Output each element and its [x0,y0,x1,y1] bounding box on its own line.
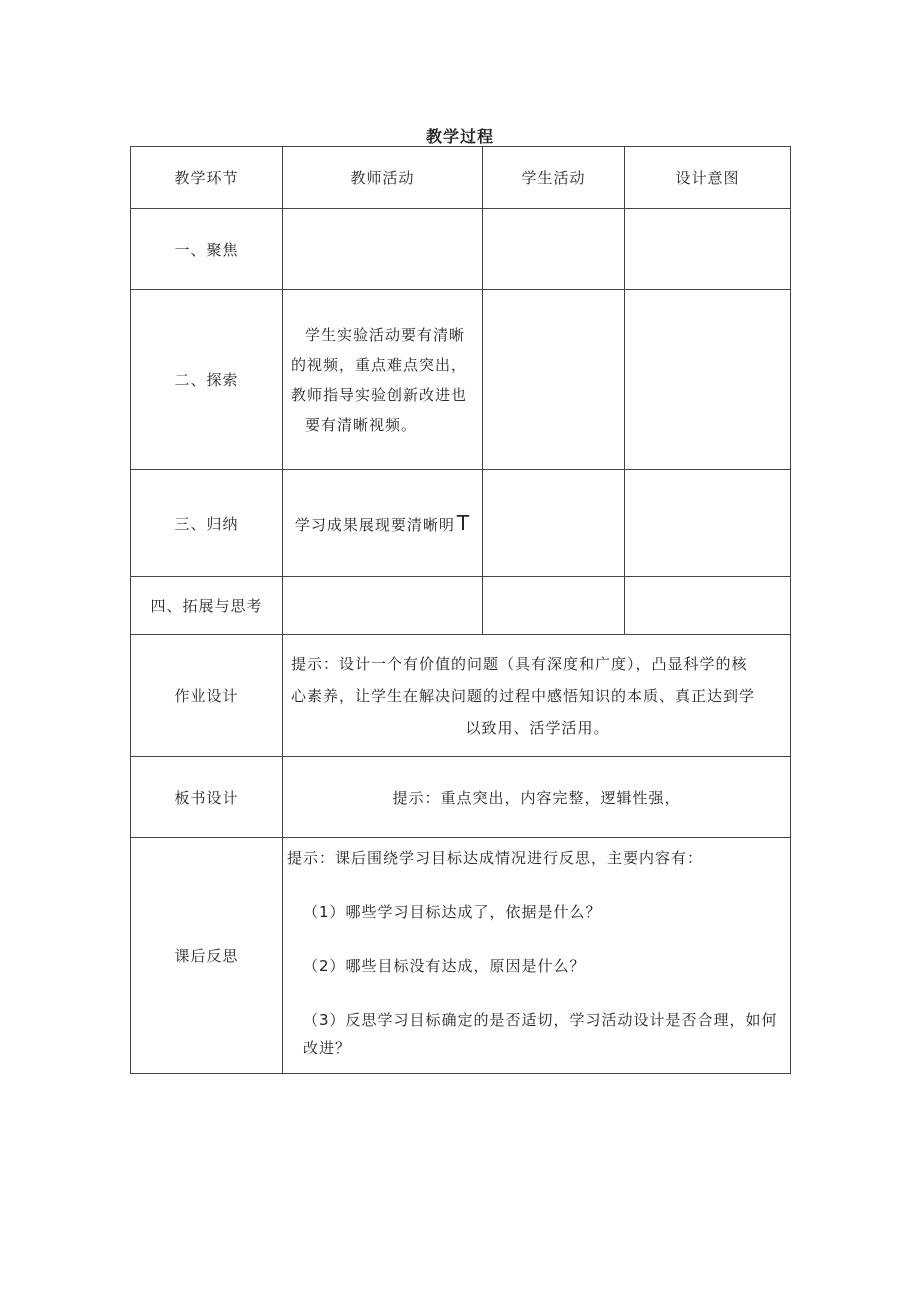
reflection-q2: （2）哪些目标没有达成，原因是什么？ [303,957,586,975]
table-row-board [131,757,791,838]
cell-focus-student [483,209,625,290]
stage-summary: 三、归纳 [131,470,283,577]
header-stage: 教学环节 [131,147,283,209]
homework-line-3: 以致用、活学活用。 [465,718,610,737]
explore-teacher-line-1: 学生实验活动要有清晰 [305,325,466,344]
table-row-summary [131,470,791,577]
summary-teacher-text: 学习成果展现要清晰明 [294,516,455,534]
cell-reflection [283,838,791,1074]
label-reflection: 课后反思 [131,838,283,1074]
header-student-activity: 学生活动 [483,147,625,209]
reflection-q1: （1）哪些学习目标达成了，依据是什么？ [303,903,602,921]
cell-explore-intent [625,290,791,470]
cell-extend-intent [625,577,791,635]
cell-summary-teacher [283,470,483,577]
cell-summary-student [483,470,625,577]
cell-explore-student [483,290,625,470]
cell-board: 提示：重点突出，内容完整，逻辑性强， [283,757,791,838]
table-row-focus [131,209,791,290]
cell-extend-teacher [283,577,483,635]
cell-homework [283,635,791,757]
page-title: 教学过程 [425,127,494,146]
homework-line-1: 提示：设计一个有价值的问题（具有深度和广度），凸显科学的核 [291,654,748,673]
table-row-homework [131,635,791,757]
cell-summary-intent [625,470,791,577]
stage-explore: 二、探索 [131,290,283,470]
explore-teacher-line-3: 教师指导实验创新改进也 [291,385,468,404]
explore-teacher-line-4: 要有清晰视频。 [305,415,418,434]
summary-teacher-mark: T [456,511,471,535]
stage-extend: 四、拓展与思考 [131,577,283,635]
cell-extend-student [483,577,625,635]
table-row-reflection [131,838,791,1074]
header-row [131,147,791,209]
label-board: 板书设计 [131,757,283,838]
teaching-process-table [130,146,791,1074]
cell-focus-intent [625,209,791,290]
stage-focus: 一、聚焦 [131,209,283,290]
cell-focus-teacher [283,209,483,290]
table-row-explore [131,290,791,470]
cell-explore-teacher [283,290,483,470]
reflection-q3: （3）反思学习目标确定的是否适切，学习活动设计是否合理，如何改进？ [303,1011,778,1057]
table-row-extend [131,577,791,635]
header-teacher-activity: 教师活动 [283,147,483,209]
label-homework: 作业设计 [131,635,283,757]
homework-line-2: 心素养，让学生在解决问题的过程中感悟知识的本质、真正达到学 [291,686,756,705]
reflection-intro: 提示：课后围绕学习目标达成情况进行反思，主要内容有： [287,849,704,867]
explore-teacher-line-2: 的视频，重点难点突出， [291,355,468,374]
header-design-intent: 设计意图 [625,147,791,209]
